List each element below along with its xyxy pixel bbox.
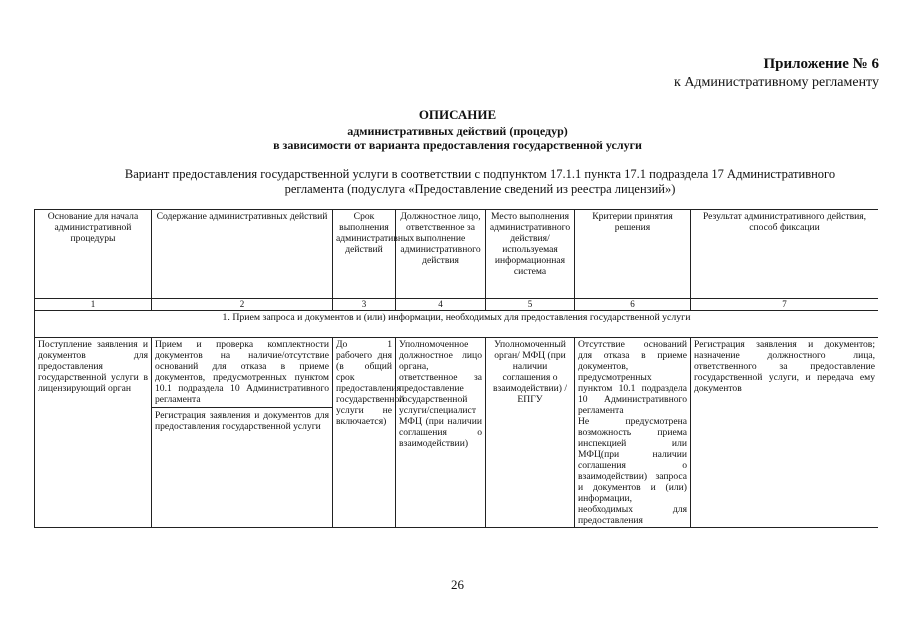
cell-basis: Поступление заявления и документов для предоставления государственной услуги в лицензирующий орган [35, 338, 152, 528]
table-column-number-row [35, 299, 879, 311]
cell-actions [152, 338, 333, 528]
procedure-table-wrapper [34, 209, 878, 568]
action-text-1: Прием и проверка комплектности документов на наличие/отсутствие оснований для отказа в приеме документов, предусмотренных пунктом 10.1 подраздела 10 Административного регламента [155, 339, 329, 405]
header-place: Место выполнения административного действия/ используемая информационная система [486, 210, 575, 299]
action-text-2: Регистрация заявления и документов для предоставления государственной услуги [152, 407, 332, 432]
table-header-row [35, 210, 879, 299]
column-number: 1 [35, 299, 152, 311]
document-subtitle-1: административных действий (процедур) [347, 124, 568, 138]
column-number: 3 [333, 299, 396, 311]
header-basis: Основание для начала административной процедуры [35, 210, 152, 299]
column-number: 7 [691, 299, 879, 311]
cell-criteria: Отсутствие оснований для отказа в приеме документов, предусмотренных пунктом 10.1 подраздела 10 Административного регламента Не предусмотрена возможность приема инспекцией или МФЦ(при наличии соглашения о взаимодействии) запроса и документов и (или) информации, необходимых для предоставления [575, 338, 691, 528]
appendix-subtitle: к Административному регламенту [674, 75, 879, 90]
cell-official: Уполномоченное должностное лицо органа, ответственное за предоставление государственной услуги/специалист МФЦ (при наличии соглашения о взаимодействии) [396, 338, 486, 528]
table-row [35, 338, 879, 528]
cell-result: Регистрация заявления и документов; назначение должностного лица, ответственного за предоставление государственной услуги, и передача ему документов [691, 338, 879, 528]
variant-description: Вариант предоставления государственной услуги в соответствии с подпунктом 17.1.1 пункта 17.1 подраздела 17 Административного регламента (подуслуга «Предоставление сведений из реестра лицензий») [124, 167, 836, 196]
column-number: 6 [575, 299, 691, 311]
header-result: Результат административного действия, способ фиксации [691, 210, 879, 299]
section-title: 1. Прием запроса и документов и (или) информации, необходимых для предоставления государственной услуги [35, 311, 879, 338]
header-actions: Содержание административных действий [152, 210, 333, 299]
cell-term: До 1 рабочего дня (в общий срок предоставления государственной услуги не включается) [333, 338, 396, 528]
header-official: Должностное лицо, ответственное за выполнение административного действия [396, 210, 486, 299]
document-title: ОПИСАНИЕ [418, 107, 497, 122]
header-criteria: Критерии принятия решения [575, 210, 691, 299]
page-number: 26 [451, 577, 464, 592]
column-number: 2 [152, 299, 333, 311]
column-number: 4 [396, 299, 486, 311]
procedure-table [34, 209, 878, 528]
document-subtitle-2: в зависимости от варианта предоставления государственной услуги [273, 138, 642, 152]
header-term: Срок выполнения административных действий [333, 210, 396, 299]
table-section-row [35, 311, 879, 338]
column-number: 5 [486, 299, 575, 311]
cell-place: Уполномоченный орган/ МФЦ (при наличии соглашения о взаимодействии) / ЕПГУ [486, 338, 575, 528]
appendix-title: Приложение № 6 [763, 56, 879, 72]
